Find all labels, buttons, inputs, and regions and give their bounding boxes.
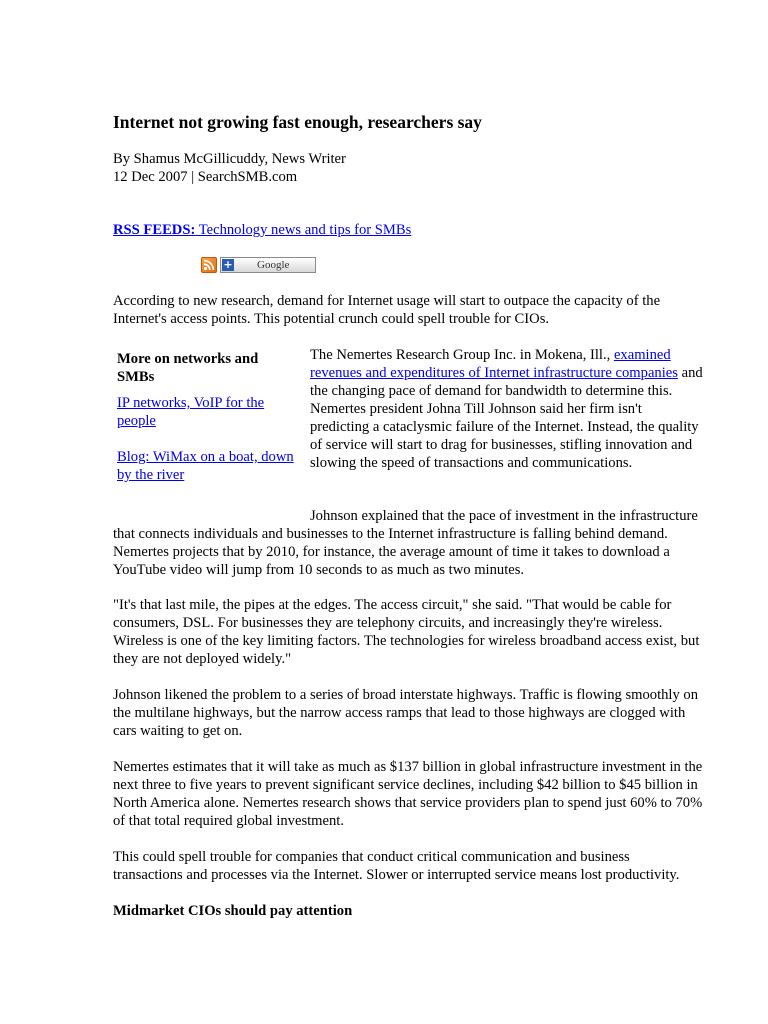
- body-paragraph-2: Johnson explained that the pace of investment in the infrastructure that connects individuals and businesses to the Internet infrastructure is falling behind demand. Nemertes projects that by 2010, for instance, the average amount of time it takes to download a YouTube video will jump from 10 seconds to as much as two minutes.: [113, 508, 698, 578]
- rss-feeds-link[interactable]: [113, 221, 411, 239]
- body-paragraph-4: Johnson likened the problem to a series of broad interstate highways. Traffic is flowing smoothly on the multilane highways, but the narrow access ramps that lead to those highways are clogged with cars waiting to get on.: [113, 687, 699, 739]
- body-paragraph-1: [310, 346, 703, 472]
- paragraph-text: and the changing pace of demand for bandwidth to determine this. Nemertes president Johna Till Johnson said her firm isn't predicting a cataclysmic failure of the Internet. Instead, the quality of service will start to drag for businesses, stifling innovation and slowing the speed of transactions and communications.: [310, 365, 703, 471]
- plus-icon: +: [223, 258, 233, 271]
- rss-icon[interactable]: [201, 257, 217, 273]
- add-to-google-button[interactable]: [220, 257, 316, 273]
- google-logo-text: Google: [257, 259, 290, 271]
- author-byline: By Shamus McGillicuddy, News Writer: [113, 151, 346, 167]
- dateline: 12 Dec 2007 | SearchSMB.com: [113, 169, 298, 185]
- section-subheading: Midmarket CIOs should pay attention: [113, 903, 353, 919]
- byline-block: [113, 150, 346, 186]
- rss-feeds-text: Technology news and tips for SMBs: [195, 222, 412, 238]
- sidebar-link-ip-networks[interactable]: IP networks, VoIP for the people: [117, 395, 265, 429]
- sidebar-link-wimax-blog[interactable]: Blog: WiMax on a boat, down by the river: [117, 449, 294, 483]
- body-paragraph-5: Nemertes estimates that it will take as much as $137 billion in global infrastructure investment in the next three to five years to prevent significant service declines, including $42 billion to $45 billion in North America alone. Nemertes research shows that service providers plan to spend just 60% to 70% of that total required global investment.: [113, 759, 703, 829]
- examined-revenues-link[interactable]: examined revenues and expenditures of Internet infrastructure companies: [310, 347, 678, 381]
- paragraph-text: The Nemertes Research Group Inc. in Mokena, Ill.,: [310, 347, 614, 363]
- body-paragraph-6: This could spell trouble for companies that conduct critical communication and business transactions and processes via the Internet. Slower or interrupted service means lost productivity.: [113, 849, 680, 883]
- body-paragraph-3: "It's that last mile, the pipes at the edges. The access circuit," she said. "That would be cable for consumers, DSL. For businesses they are telephony circuits, and increasingly they're wireless. Wireless is one of the key limiting factors. The technologies for wireless broadband access exist, but they are not deployed widely.": [113, 597, 700, 667]
- intro-paragraph: According to new research, demand for Internet usage will start to outpace the capacity of the Internet's access points. This potential crunch could spell trouble for CIOs.: [113, 293, 661, 327]
- article-title: Internet not growing fast enough, researchers say: [113, 112, 482, 132]
- related-sidebar: [117, 350, 297, 484]
- sidebar-title: More on networks and SMBs: [117, 351, 259, 385]
- rss-feeds-label: RSS FEEDS:: [113, 222, 196, 238]
